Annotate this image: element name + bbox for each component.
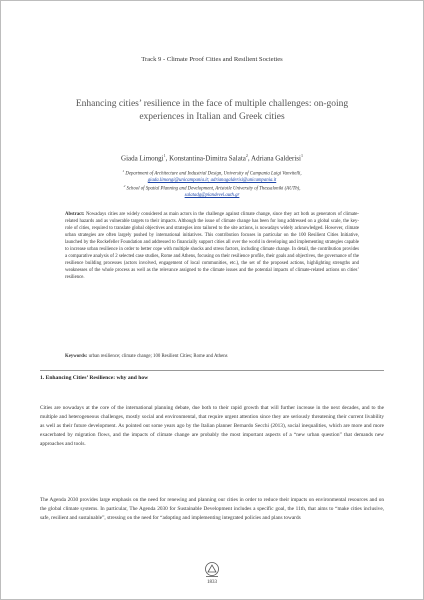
affiliation-sup: 1 [122,169,125,173]
divider [40,370,384,371]
affiliation-email[interactable]: giada.limongi@unicampania.it; adrianagalderisi@unicampania.it [147,177,277,183]
author-name: Adriana Galderisi [251,154,301,163]
author-sup: 1 [163,153,166,158]
publisher-logo-icon [202,561,222,579]
abstract-label: Abstract: [65,212,85,217]
affiliation [40,183,384,199]
author-name: Konstantina-Dimitra Salata [169,154,246,163]
author-sup: 1 [300,153,303,158]
affiliation-text: School of Spatial Planning and Development, Aristotle University of Thessaloniki (AUTh), [126,186,301,192]
page-number: 1833 [207,580,217,585]
author-name: Giada Limongi [121,154,164,163]
track-header: Track 9 - Climate Proof Cities and Resilient Societies [141,56,283,63]
affiliation [40,168,384,184]
keywords [65,354,359,359]
affiliation-email[interactable]: salatadg@plandevel.auth.gr [184,192,240,198]
body-paragraph: Cities are nowadays at the core of the international planning debate, due both to their rapid growth that will further increase in the next decades, and to the multiple and heterogeneous challenges, mostly social and environmental, that require urgent attention since they are seriously threatening their current livability as well as their future development. As pointed out some years ago by the Italian planner Bernardo Secchi (2013), social inequalities, which are more and more exacerbated by migration flows, and the impacts of climate change are probably the most important aspects of a “new urban question” that demands new approaches and tools. [40,405,384,448]
keywords-label: Keywords: [65,354,88,359]
affiliation-sup: 2 [123,184,126,188]
author-list: Giada Limongi$^1$, Konstantina-Dimitra Salata$^2$, Adriana Galderisi$^1$ [121,153,303,163]
author-sup: 2 [245,153,248,158]
abstract-text: Nowadays cities are widely considered as main actors in the challenge against climate change, since they act both as generators of climate-related hazards and as vulnerable targets to their impacts. Although the issue of climate change has been for long addressed on a global scale, the key-role of cities, required to translate global objectives and strategies into tailored to the site actions, is nowadays widely acknowledged. However, climate urban strategies are often largely pushed by international initiatives. This contribution focuses in particular on the 100 Resilient Cities Initiative, launched by the Rockefeller Foundation and addressed to financially support cities all over the world in developing and implementing strategies capable to increase urban resilience in order to better cope with multiple shocks and stress factors, including climate change. In detail, the contribution provides a comparative analysis of 2 selected case studies, Rome and Athens, focusing on their resilience profile, their goals and objectives, the governance of the resilience building processes (actors involved, engagement of local communities, etc.), the set of the proposed actions, highlighting strengths and weaknesses of the whole process as well as the relevance assigned to the climate issues and the potential impacts of climate-related actions on cities’ resilience. [65,212,360,281]
paper-title: Enhancing cities’ resilience in the face of multiple challenges: on-going experiences in Italian and Greek cities [75,99,349,122]
keywords-text: urban resilience; climate change; 100 Resilient Cities; Rome and Athens [88,354,228,359]
section-heading: 1. Enhancing Cities’ Resilience: why and how [40,375,149,381]
abstract [65,211,359,281]
affiliation-text: Department of Architecture and Industrial Design, University of Campania Luigi Vanvitelli, [125,171,302,177]
body-paragraph: The Agenda 2030 provides large emphasis on the need for renewing and planning our cities in order to reduce their impacts on environmental resources and on the global climate systems. In particular, The Agenda 2030 for Sustainable Development includes a specific goal, the 11th, that aims to “make cities inclusive, safe, resilient and sustainable”, stressing on the need for “adopting and implementing integrated policies and plans towards [40,497,384,522]
